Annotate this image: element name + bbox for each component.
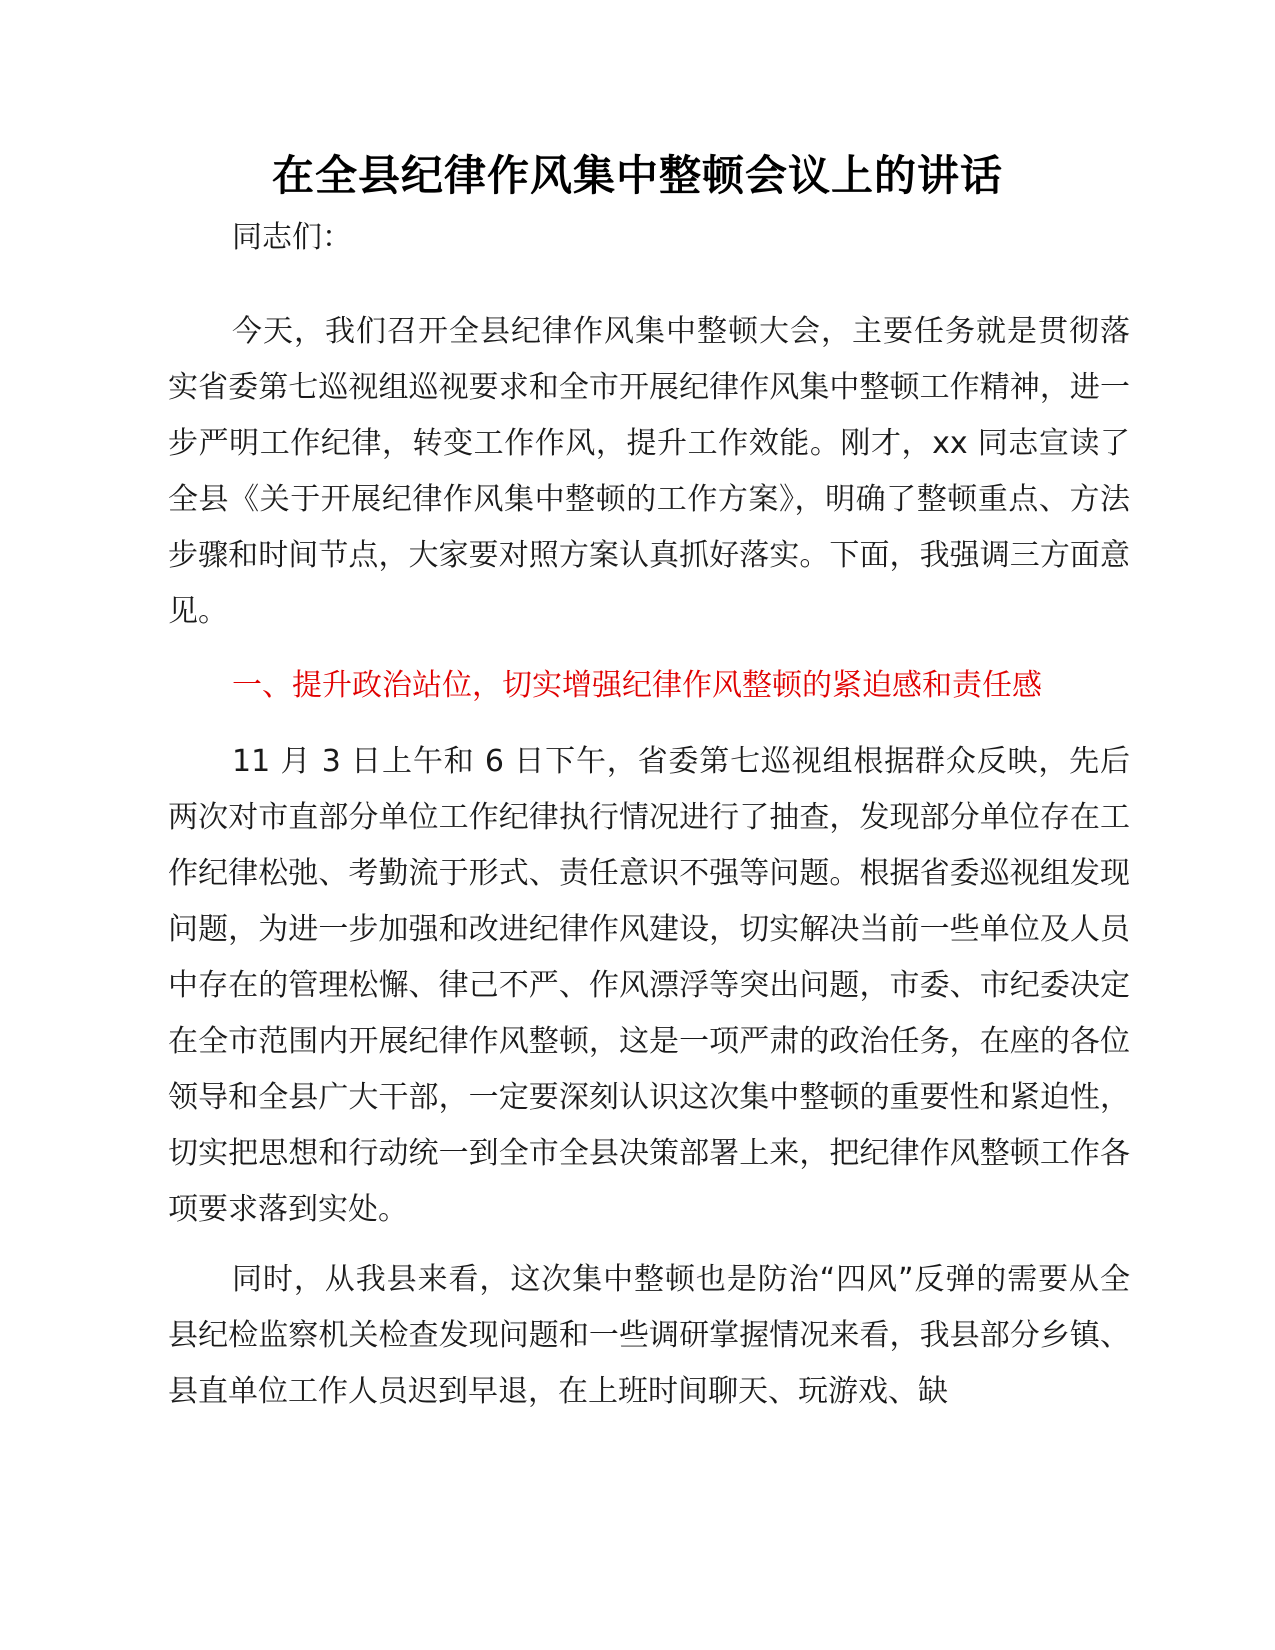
paragraph-section-1: 11 月 3 日上午和 6 日下午，省委第七巡视组根据群众反映，先后两次对市直部分单位工作纪律执行情况进行了抽查，发现部分单位存在工作纪律松弛、考勤流于形式、责任意识不强等问题。根据省委巡视组发现问题，为进一步加强和改进纪律作风建设，切实解决当前一些单位及人员中存在的管理松懈、律己不严、作风漂浮等突出问题，市委、市纪委决定在全市范围内开展纪律作风整顿，这是一项严肃的政治任务，在座的各位领导和全县广大干部，一定要深刻认识这次集中整顿的重要性和紧迫性，切实把思想和行动统一到全市全县决策部署上来，把纪律作风整顿工作各项要求落到实处。 [168, 744, 1130, 1227]
document-title: 在全县纪律作风集中整顿会议上的讲话 [271, 151, 1003, 200]
salutation: 同志们： [232, 220, 352, 255]
section-heading-1: 一、提升政治站位，切实增强纪律作风整顿的紧迫感和责任感 [232, 668, 1042, 703]
paragraph-county-situation: 同时，从我县来看，这次集中整顿也是防治“四风”反弹的需要从全县纪检监察机关检查发现问题和一些调研掌握情况来看，我县部分乡镇、县直单位工作人员迟到早退，在上班时间聊天、玩游戏、缺 [168, 1262, 1130, 1409]
paragraph-intro: 今天，我们召开全县纪律作风集中整顿大会，主要任务就是贯彻落实省委第七巡视组巡视要求和全市开展纪律作风集中整顿工作精神，进一步严明工作纪律，转变工作作风，提升工作效能。刚才，xx 同志宣读了全县《关于开展纪律作风集中整顿的工作方案》，明确了整顿重点、方法步骤和时间节点，大家要对照方案认真抓好落实。下面，我强调三方面意见。 [168, 314, 1130, 629]
